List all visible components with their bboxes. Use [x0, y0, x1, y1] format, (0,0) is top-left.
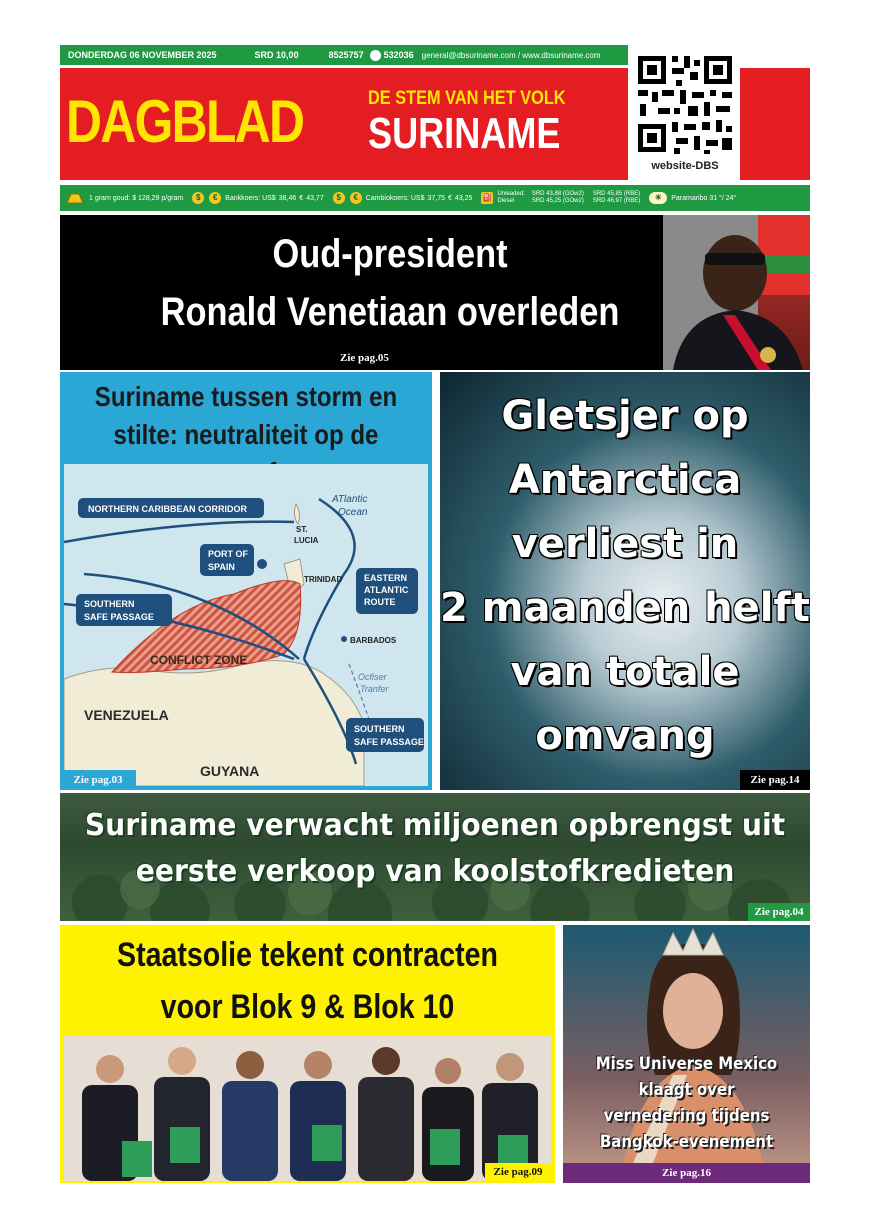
- fuel-prices: [480, 191, 640, 205]
- neutrality-headline-1: Suriname tussen storm en: [94, 381, 398, 412]
- carbon-page-ref[interactable]: Zie pag.04: [748, 903, 810, 921]
- issue-date: DONDERDAG 06 NOVEMBER 2025: [68, 50, 217, 60]
- diesel-price-2: SRD 46,97 (RBE): [592, 198, 641, 204]
- masthead-title: DAGBLAD: [66, 88, 304, 155]
- map-label-northern: NORTHERN CARIBBEAN CORRIDOR: [88, 504, 247, 514]
- miss-headline-1: Miss Universe Mexico: [595, 1054, 778, 1074]
- miss-headline-4: Bangkok-evenement: [599, 1132, 774, 1152]
- portrait-photo: [663, 215, 810, 370]
- map-stlucia-2: LUCIA: [294, 536, 319, 545]
- map-barbados: BARBADOS: [350, 636, 397, 645]
- bank-usd: 38,46: [278, 194, 297, 202]
- map-graphic: [64, 464, 428, 786]
- miss-headline-2: klaagt over: [638, 1080, 735, 1100]
- miss-universe-story[interactable]: [563, 925, 810, 1183]
- masthead-topbar: [60, 45, 628, 65]
- miss-page-ref[interactable]: Zie pag.16: [662, 1167, 711, 1179]
- lead-page-ref[interactable]: Zie pag.05: [340, 352, 389, 364]
- issue-price: SRD 10,00: [254, 50, 299, 60]
- neutrality-story[interactable]: [60, 372, 432, 790]
- carbon-headline-1: Suriname verwacht miljoenen opbrengst uit: [84, 808, 786, 843]
- map-southern-2a: SOUTHERN: [354, 724, 405, 734]
- unleaded-price-2: SRD 45,85 (RBE): [592, 191, 641, 197]
- map-port-1: PORT OF: [208, 549, 248, 559]
- neutrality-headline-2: stilte: neutraliteit op de: [113, 419, 379, 450]
- glacier-page-ref[interactable]: Zie pag.14: [740, 770, 810, 790]
- map-conflict-zone: CONFLICT ZONE: [150, 653, 248, 667]
- glacier-headline-4: 2 maanden helft: [440, 585, 810, 631]
- group-photo: [64, 1035, 551, 1181]
- map-venezuela: VENEZUELA: [84, 707, 169, 723]
- map-southern-2b: SAFE PASSAGE: [354, 737, 424, 747]
- map-port-2: SPAIN: [208, 562, 235, 572]
- staatsolie-story[interactable]: [60, 925, 555, 1183]
- map-stlucia-1: ST.: [296, 525, 308, 534]
- euro-sign: €: [299, 194, 304, 202]
- carbon-credit-story[interactable]: [60, 793, 810, 921]
- weather-sun-cloud-icon: ☀: [649, 192, 667, 204]
- dollar-coin-icon: $: [192, 192, 204, 204]
- staatsolie-headline-1: Staatsolie tekent contracten: [117, 936, 498, 974]
- masthead-name: SURINAME: [368, 109, 561, 158]
- bank-eur: 43,77: [306, 194, 324, 202]
- map-guyana: GUYANA: [200, 763, 260, 779]
- euro-sign: €: [448, 194, 452, 202]
- map-trinidad: TRINIDAD: [304, 575, 343, 584]
- glacier-headline-1: Gletsjer op: [501, 393, 749, 439]
- fuel-pump-icon: ⛽: [482, 193, 493, 202]
- gold-item: [64, 191, 183, 205]
- market-info-bar: [60, 185, 810, 211]
- staatsolie-headline-2: voor Blok 9 & Blok 10: [160, 988, 455, 1026]
- signing-photo: [64, 1035, 551, 1181]
- euro-coin-icon: €: [209, 192, 221, 204]
- diesel-price: SRD 45,25 (GOw2): [531, 198, 584, 204]
- qr-code[interactable]: [632, 50, 738, 158]
- gold-price: 1 gram goud: $ 128,29 p/gram: [89, 194, 184, 202]
- gold-bar-icon: [64, 191, 86, 205]
- map-southern-1a: SOUTHERN: [84, 599, 135, 609]
- caribbean-map: [64, 464, 428, 786]
- glacier-headline-3: verliest in: [511, 521, 739, 567]
- masthead-slogan: DE STEM VAN HET VOLK: [368, 88, 566, 109]
- glacier-headline-2: Antarctica: [508, 457, 742, 503]
- phone-icon: [370, 50, 381, 61]
- map-offset-1: Ocfiser: [358, 672, 387, 682]
- unleaded-label: Unleaded:: [497, 191, 525, 197]
- map-eastern-1: EASTERN: [364, 573, 408, 583]
- map-southern-1b: SAFE PASSAGE: [84, 612, 154, 622]
- neutrality-page-ref[interactable]: Zie pag.03: [60, 770, 136, 790]
- bank-rate: [191, 192, 324, 204]
- map-ocean-1: ATlantic: [332, 494, 368, 505]
- phone-2: 532036: [383, 50, 414, 60]
- cambio-rate: [332, 192, 473, 204]
- qr-code-icon: [632, 50, 738, 158]
- unleaded-price: SRD 43,88 (GOw2): [531, 191, 584, 197]
- lead-headline-1: Oud-president: [272, 232, 508, 276]
- glacier-headline-6: omvang: [535, 713, 715, 759]
- lead-headline-2: Ronald Venetiaan overleden: [160, 290, 620, 334]
- masthead: [60, 68, 628, 180]
- weather: [648, 192, 736, 204]
- glacier-story[interactable]: [440, 372, 810, 790]
- euro-coin-icon: €: [350, 192, 362, 204]
- miss-headline-3: vernedering tijdens: [603, 1106, 770, 1126]
- contact-info: general@dbsuriname.com / www.dbsuriname.com: [421, 50, 601, 60]
- masthead-red-block: [740, 68, 810, 180]
- cambio-usd: 37,75: [427, 194, 446, 202]
- phone-1: 8525757: [328, 50, 364, 60]
- map-eastern-3: ROUTE: [364, 597, 396, 607]
- glacier-headline-5: van totale: [510, 649, 740, 695]
- cambio-eur: 43,25: [454, 194, 473, 202]
- diesel-label: Diesel: [497, 198, 515, 204]
- qr-label: website-DBS: [651, 160, 719, 172]
- bank-label: Bankkoers: US$: [225, 194, 276, 202]
- cambio-label: Cambiokoers: US$: [365, 194, 425, 202]
- weather-text: Paramaribo 31 °/ 24°: [671, 194, 737, 202]
- map-offset-2: Tranfer: [360, 684, 389, 694]
- dollar-coin-icon: $: [333, 192, 345, 204]
- carbon-headline-2: eerste verkoop van koolstofkredieten: [135, 854, 735, 889]
- venetiaan-portrait: [663, 215, 810, 370]
- staatsolie-page-ref[interactable]: Zie pag.09: [485, 1163, 551, 1181]
- map-ocean-2: Ocean: [338, 507, 368, 518]
- map-eastern-2: ATLANTIC: [364, 585, 409, 595]
